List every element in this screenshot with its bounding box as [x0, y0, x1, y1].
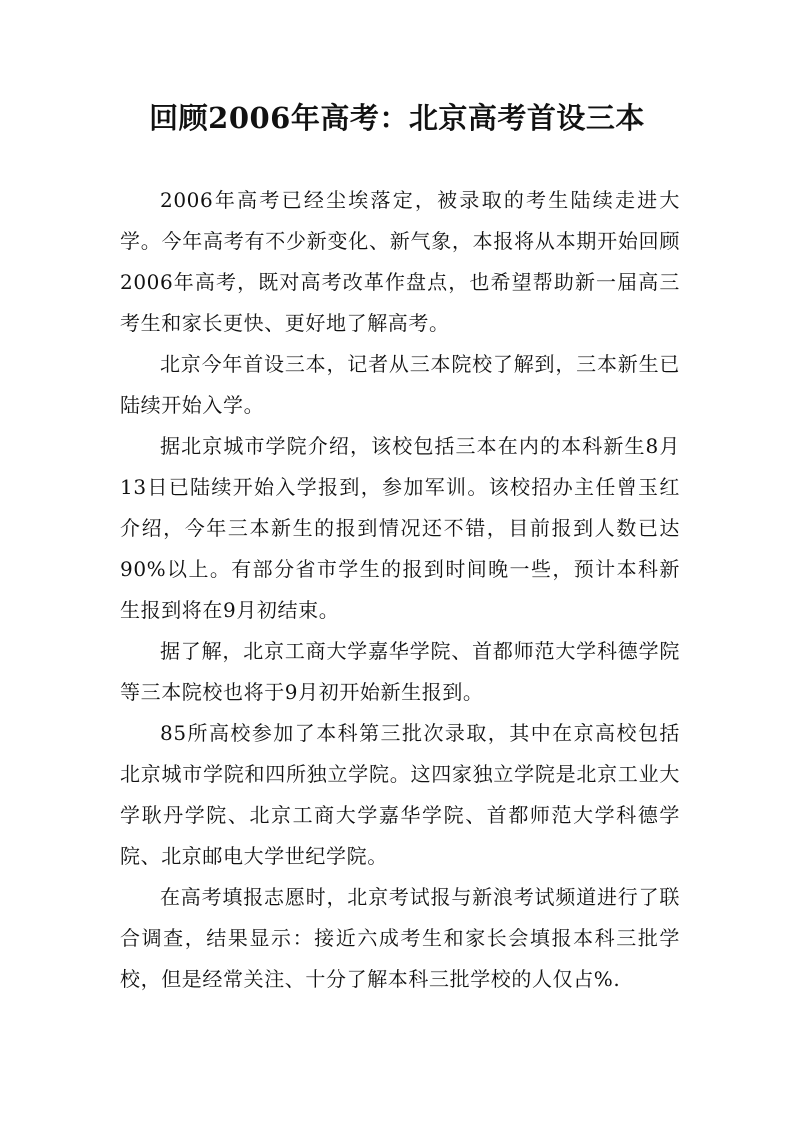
paragraph-6: 在高考填报志愿时，北京考试报与新浪考试频道进行了联合调查，结果显示：接近六成考生和家长会填报本科三批学校，但是经常关注、十分了解本科三批学校的人仅占%. [120, 885, 680, 991]
paragraph-1: 2006年高考已经尘埃落定，被录取的考生陆续走进大学。今年高考有不少新变化、新气象，本报将从本期开始回顾2006年高考，既对高考改革作盘点，也希望帮助新一届高三考生和家长更快、更好地了解高考。 [120, 188, 680, 335]
paragraph-3: 据北京城市学院介绍，该校包括三本在内的本科新生8月13日已陆续开始入学报到，参加军训。该校招办主任曾玉红介绍，今年三本新生的报到情况还不错，目前报到人数已达90%以上。有部分省市学生的报到时间晚一些，预计本科新生报到将在9月初结束。 [120, 434, 680, 622]
document-body [120, 180, 680, 1000]
document-title: 回顾2006年高考：北京高考首设三本 [149, 101, 645, 135]
paragraph-4: 据了解，北京工商大学嘉华学院、首都师范大学科德学院等三本院校也将于9月初开始新生报到。 [120, 639, 680, 704]
paragraph-2: 北京今年首设三本，记者从三本院校了解到，三本新生已陆续开始入学。 [120, 352, 680, 417]
paragraph-5: 85所高校参加了本科第三批次录取，其中在京高校包括北京城市学院和四所独立学院。这四家独立学院是北京工业大学耿丹学院、北京工商大学嘉华学院、首都师范大学科德学院、北京邮电大学世纪学院。 [120, 721, 680, 868]
